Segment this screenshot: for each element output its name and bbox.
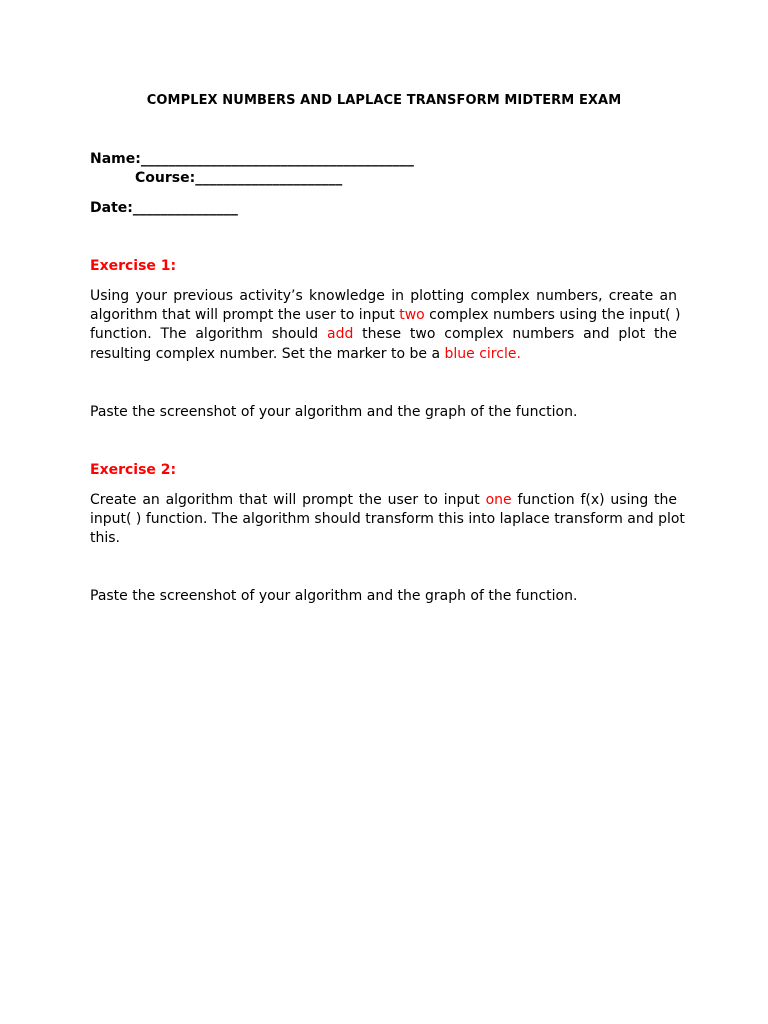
- paste-note-text: Paste the screenshot of your algorithm and the graph of the function.: [90, 588, 578, 604]
- text-run: complex numbers using the input( ): [424, 307, 681, 324]
- highlight-blue-circle: blue circle.: [444, 345, 521, 362]
- course-field: Course:_____________________: [135, 170, 343, 186]
- highlight-one: one: [485, 492, 512, 508]
- text-run: these two complex numbers and plot the: [353, 326, 677, 343]
- exercise-2-line-3: this.: [90, 530, 120, 547]
- text-run: algorithm that will prompt the user to input: [90, 307, 400, 324]
- exercise-2-heading: Exercise 2:: [90, 462, 177, 478]
- paste-note-text: Paste the screenshot of your algorithm and the graph of the function.: [90, 404, 578, 420]
- exercise-1-line-3: [90, 325, 677, 344]
- exam-title: COMPLEX NUMBERS AND LAPLACE TRANSFORM MIDTERM EXAM: [146, 93, 622, 108]
- exercise-1-line-1: Using your previous activity’s knowledge in plotting complex numbers, create an: [90, 288, 677, 304]
- text-run: Create an algorithm that will prompt the user to input: [90, 492, 486, 508]
- exercise-1-line-2: [90, 306, 681, 325]
- exercise-1-line-4: [90, 345, 677, 364]
- exercise-1-heading: Exercise 1:: [90, 258, 177, 274]
- exercise-1-instructions: [90, 287, 681, 364]
- text-run: function f(x) using the: [511, 492, 677, 508]
- date-field: Date:_______________: [90, 200, 238, 216]
- exercise-2-line-1: [90, 491, 677, 510]
- highlight-two: two: [399, 307, 425, 324]
- exercise-2-line-2: input( ) function. The algorithm should transform this into laplace transform and plot: [90, 511, 685, 528]
- text-run: function. The algorithm should: [90, 326, 327, 343]
- exercise-1-paste-note: [90, 403, 677, 422]
- exercise-2-paste-note: [90, 587, 677, 606]
- name-field: Name:_______________________________________: [90, 151, 414, 167]
- highlight-add: add: [326, 326, 354, 343]
- exercise-2-instructions: [90, 491, 685, 549]
- text-run: resulting complex number. Set the marker to be a: [90, 345, 445, 362]
